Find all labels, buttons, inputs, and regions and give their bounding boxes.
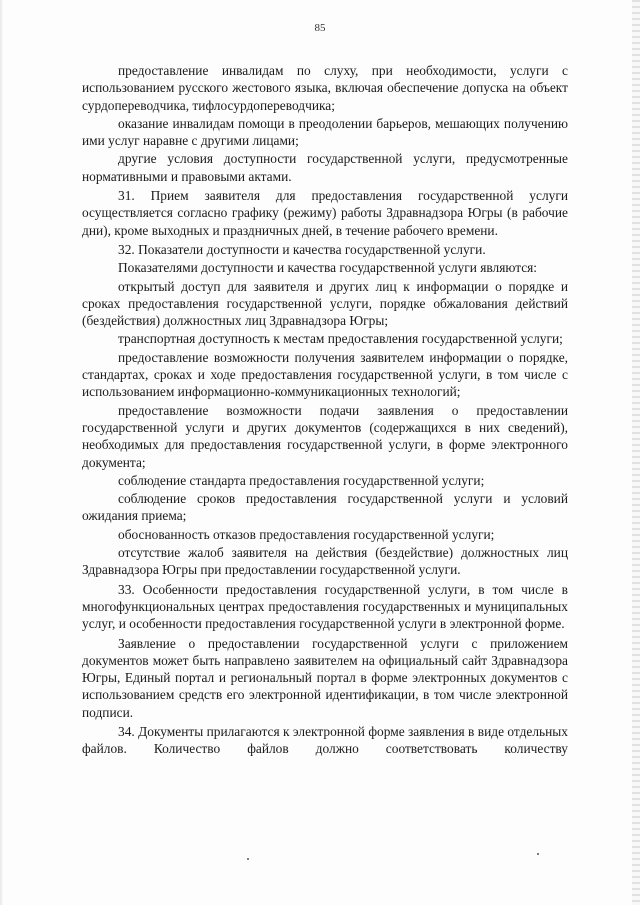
paragraph-6: Показателями доступности и качества государственной услуги являются: (118, 260, 538, 276)
paragraph-11: соблюдение стандарта предоставления государственной услуги; (118, 472, 485, 488)
paragraph-9: предоставление возможности получения заявителем информации о порядке, стандартах, сроках и ходе предоставления государственной услуги, в том числе с использованием информационно-коммуникационных технологий; (82, 349, 568, 400)
paragraph-10: предоставление возможности подачи заявления о предоставлении государственной услуги и других документов (содержащихся в них сведений), необходимых для предоставления государственной услуги, в форме электронного документа; (82, 402, 568, 470)
paragraph-4: 31. Прием заявителя для предоставления государственной услуги осуществляется согласно графику (режиму) работы Здравнадзора Югры (в рабочие дни), кроме выходных и праздничных дней, в течение рабочего времени. (82, 188, 568, 238)
scan-edge-right (632, 0, 640, 905)
document-body (82, 62, 568, 758)
paragraph-17: 34. Документы прилагаются к электронной форме заявления в виде отдельных файлов. Количество файлов должно соответствовать количеству (82, 723, 568, 757)
paragraph-5: 32. Показатели доступности и качества государственной услуги. (118, 241, 486, 257)
paragraph-1: предоставление инвалидам по слуху, при необходимости, услуги с использованием русского жестового языка, включая обеспечение допуска на объект сурдопереводчика, тифлосурдопереводчика; (82, 63, 568, 113)
paragraph-2: оказание инвалидам помощи в преодолении барьеров, мешающих получению ими услуг наравне с другими лицами; (82, 115, 568, 149)
scan-speck (247, 858, 249, 860)
paragraph-13: обоснованность отказов предоставления государственной услуги; (118, 526, 495, 542)
paragraph-8: транспортная доступность к местам предоставления государственной услуги; (118, 331, 563, 347)
scan-speck (537, 853, 539, 855)
paragraph-16: Заявление о предоставлении государственной услуги с приложением документов может быть направлено заявителем на официальный сайт Здравнадзора Югры, Единый портал и региональный портал в форме электронных документов с использованием средств его электронной идентификации, в том числе электронной подписи. (82, 635, 568, 720)
paragraph-15: 33. Особенности предоставления государственной услуги, в том числе в многофункциональных центрах предоставления государственных и муниципальных услуг, и особенности предоставления государственной услуги в электронной форме. (82, 581, 568, 632)
paragraph-3: другие условия доступности государственной услуги, предусмотренные нормативными и правовыми актами. (82, 151, 568, 184)
page-number: 85 (314, 22, 326, 34)
paragraph-14: отсутствие жалоб заявителя на действия (бездействие) должностных лиц Здравнадзора Югры при предоставлении государственной услуги. (82, 545, 568, 578)
paragraph-7: открытый доступ для заявителя и других лиц к информации о порядке и сроках предоставления государственной услуги, порядке обжалования действий (бездействия) должностных лиц Здравнадзора Югры; (82, 278, 568, 329)
paragraph-12: соблюдение сроков предоставления государственной услуги и условий ожидания приема; (82, 491, 568, 524)
scan-edge-left (0, 0, 3, 905)
